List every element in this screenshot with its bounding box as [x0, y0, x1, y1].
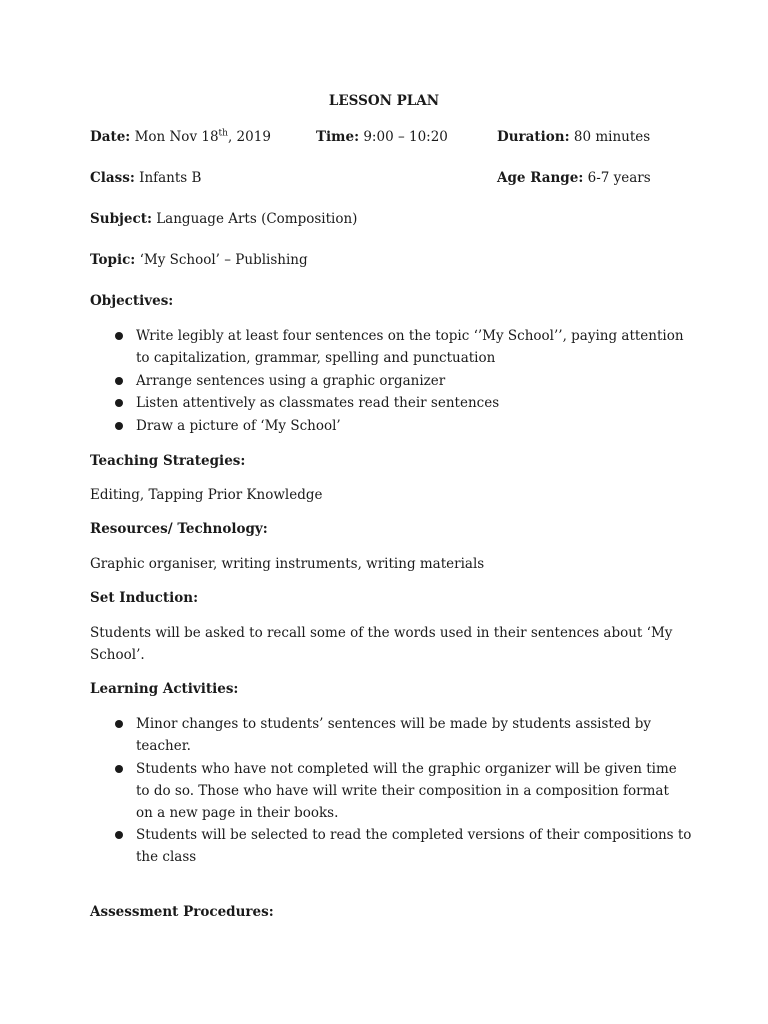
class-value: Infants B	[139, 170, 202, 186]
bullet-icon	[115, 422, 123, 430]
class-label: Class	[90, 170, 130, 186]
objective-item: Arrange sentences using a graphic organizer	[136, 373, 446, 389]
bullet-icon	[115, 720, 123, 728]
topic-label: Topic	[90, 252, 131, 268]
topic-field: Topic: ‘My School’ – Publishing	[90, 252, 308, 268]
subject-value: Language Arts (Composition)	[156, 211, 358, 227]
objective-item: Listen attentively as classmates read their sentences	[136, 395, 500, 411]
duration-label: Duration	[497, 129, 565, 145]
bullet-icon	[115, 332, 123, 340]
class-field: Class: Infants B	[90, 170, 202, 186]
age-range-field: Age Range: 6-7 years	[497, 170, 651, 186]
date-value: Mon Nov 18	[134, 129, 219, 145]
teaching-strategies-text: Editing, Tapping Prior Knowledge	[90, 487, 323, 503]
set-induction-text: Students will be asked to recall some of the words used in their sentences about ‘My	[90, 625, 673, 641]
teaching-strategies-heading: Teaching Strategies:	[90, 453, 246, 469]
objectives-heading: Objectives:	[90, 293, 174, 309]
time-value: 9:00 – 10:20	[363, 129, 448, 145]
activity-item-continued: the class	[136, 849, 197, 865]
objective-item: Draw a picture of ‘My School’	[136, 418, 341, 434]
activity-item-continued: on a new page in their books.	[136, 805, 339, 821]
bullet-icon	[115, 377, 123, 385]
duration-value: 80 minutes	[573, 129, 651, 145]
learning-activities-heading: Learning Activities:	[90, 681, 239, 697]
assessment-heading: Assessment Procedures:	[90, 904, 274, 920]
bullet-icon	[115, 765, 123, 773]
activity-item-continued: teacher.	[136, 738, 191, 754]
time-label: Time	[316, 129, 355, 145]
subject-field: Subject: Language Arts (Composition)	[90, 211, 358, 227]
page-title: LESSON PLAN	[328, 93, 440, 109]
date-ordinal: th	[218, 128, 228, 139]
objective-item-continued: to capitalization, grammar, spelling and punctuation	[136, 350, 496, 366]
set-induction-heading: Set Induction:	[90, 590, 199, 606]
resources-heading: Resources/ Technology:	[90, 521, 268, 537]
duration-field: Duration: 80 minutes	[497, 129, 651, 145]
activity-item-continued: to do so. Those who have will write their composition in a composition format	[136, 783, 669, 799]
bullet-icon	[115, 831, 123, 839]
activity-item: Students who have not completed will the graphic organizer will be given time	[136, 761, 677, 777]
date-label: Date	[90, 129, 126, 145]
set-induction-text-continued: School’.	[90, 647, 145, 663]
resources-text: Graphic organiser, writing instruments, writing materials	[90, 556, 485, 572]
subject-label: Subject	[90, 211, 147, 227]
date-field: Date: Mon Nov 18th, 2019	[90, 128, 271, 145]
time-field: Time: 9:00 – 10:20	[316, 129, 448, 145]
objective-item: Write legibly at least four sentences on the topic ‘’My School’’, paying attention	[136, 328, 684, 344]
age-range-label: Age Range	[497, 170, 579, 186]
bullet-icon	[115, 399, 123, 407]
activity-item: Students will be selected to read the completed versions of their compositions to	[136, 827, 692, 843]
topic-value: ‘My School’ – Publishing	[139, 252, 308, 268]
date-year: , 2019	[227, 129, 271, 145]
activity-item: Minor changes to students’ sentences will be made by students assisted by	[136, 716, 652, 732]
age-range-value: 6-7 years	[587, 170, 651, 186]
